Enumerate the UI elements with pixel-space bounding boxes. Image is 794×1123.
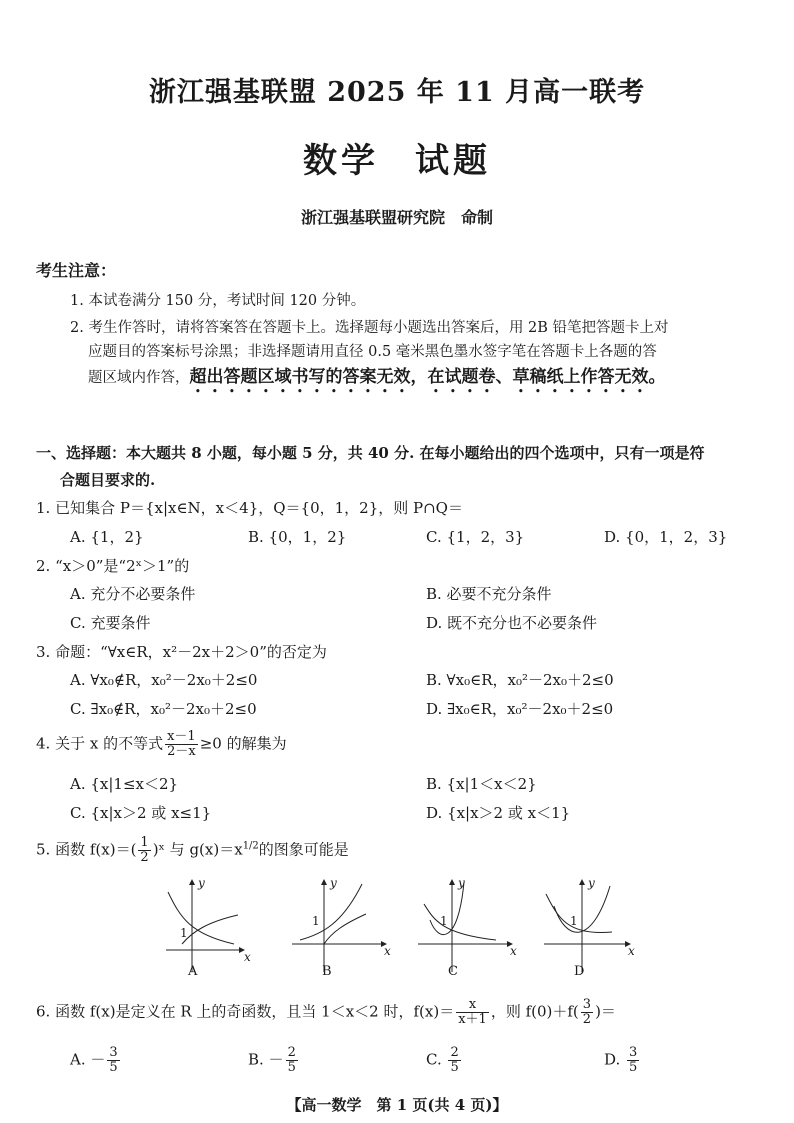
q2-option-c: C. 充要条件 [70,614,151,632]
q2-option-a: A. 充分不必要条件 [70,585,196,603]
paper-label: 试题 [415,141,491,181]
q6-stem-prefix: 6. 函数 f(x)是定义在 R 上的奇函数，且当 1＜x＜2 时，f(x)＝ [36,1002,455,1021]
question-5-stem [36,836,349,865]
q6-stem-middle: ，则 f(0)＋f( [490,1002,579,1021]
q6-d-fraction [627,1046,639,1075]
q1-option-c: C. {1，2，3} [426,528,525,546]
q6-b-fraction [286,1046,298,1075]
q6-function-numerator: x [456,998,489,1013]
q6-a-denominator: 5 [109,1060,118,1075]
q5-fraction [138,836,150,865]
q3-option-b: B. ∀x₀∈R，x₀²－2x₀＋2≤0 [426,671,614,689]
graph-b-x-label: x [384,944,391,958]
q4-option-c: C. {x|x＞2 或 x≤1} [70,804,212,822]
graph-c-caption: C [448,964,458,979]
graph-d-one-label: 1 [570,914,578,928]
q1-option-d: D. {0，1，2，3} [604,528,728,546]
page-footer: 【高一数学 第 1 页(共 4 页)】 [286,1096,508,1114]
q6-b-denominator: 5 [287,1060,296,1075]
q5-stem-prefix: 5. 函数 f(x)＝( [36,840,137,859]
organization [0,205,794,228]
graph-c-x-label: x [510,944,517,958]
question-6-stem [36,998,616,1027]
q5-exponent: 1/2 [242,840,259,852]
q6-option-a [70,1046,122,1075]
section-1-heading-cont: 合题目要求的. [60,471,156,489]
graph-c-one-label: 1 [440,914,448,928]
q6-d-prefix: D. [604,1050,626,1069]
q4-option-a: A. {x|1≤x＜2} [70,775,179,793]
notice-text: 题区域内作答， [88,370,190,386]
q6-option-d [604,1046,641,1075]
q1-option-b: B. {0，1，2} [248,528,347,546]
q6-stem-suffix: )＝ [595,1002,616,1021]
q6-d-denominator: 5 [629,1060,638,1075]
q5-stem-suffix: 的图象可能是 [258,840,349,859]
q4-fraction-denominator: 2－x [167,744,196,759]
q4-option-b: B. {x|1＜x＜2} [426,775,537,793]
question-1-stem: 1. 已知集合 P＝{x|x∈N，x＜4}，Q＝{0，1，2}，则 P∩Q＝ [36,499,463,517]
compiled-label: 命制 [461,208,494,227]
q4-option-d: D. {x|x＞2 或 x＜1} [426,804,571,822]
subject-label: 数学 [303,141,379,181]
q6-d-numerator: 3 [629,1045,638,1060]
q5-graph-labels [162,872,642,980]
q3-option-a: A. ∀x₀∉R，x₀²－2x₀＋2≤0 [70,671,258,689]
q5-fraction-denominator: 2 [140,850,149,865]
graph-a-one-label: 1 [180,926,188,940]
q5-stem-middle: )ˣ 与 g(x)＝x [152,840,243,859]
q6-a-prefix: A. － [70,1050,106,1069]
q4-stem-suffix: ≥0 的解集为 [199,734,287,753]
graph-b-one-label: 1 [312,914,320,928]
q4-stem-prefix: 4. 关于 x 的不等式 [36,734,164,753]
q6-c-prefix: C. [426,1050,447,1069]
graph-b-caption: B [322,964,332,979]
q3-option-d: D. ∃x₀∈R，x₀²－2x₀＋2≤0 [426,700,614,718]
q6-c-denominator: 5 [450,1060,459,1075]
q6-option-b [248,1046,300,1075]
notice-item-2-line-2: 应题目的答案标号涂黑；非选择题请用直径 0.5 毫米黑色墨水签字笔在答题卡上各题的答 [88,344,657,360]
q4-fraction-numerator: x－1 [167,729,196,744]
q6-argument-denominator: 2 [582,1012,592,1027]
org-name: 浙江强基联盟研究院 [300,208,445,227]
notice-heading: 考生注意： [36,261,117,280]
notice-emphasis: 超出答题区域书写的答案无效，在试题卷、草稿纸上作答无效。 [189,367,666,387]
notice-item-2-line-1: 2. 考生作答时，请将答案答在答题卡上。选择题每小题选出答案后，用 2B 铅笔把答题卡上对 [70,320,669,336]
q2-option-b: B. 必要不充分条件 [426,585,552,603]
graph-d-caption: D [574,964,585,979]
exam-title: 浙江强基联盟 2025 年 11 月高一联考 [148,77,646,108]
question-2-stem: 2. “x＞0”是“2ˣ＞1”的 [36,557,190,575]
graph-b-y-label: y [330,876,337,890]
question-4-stem [36,730,287,759]
section-1-heading: 一、选择题：本大题共 8 小题，每小题 5 分，共 40 分. 在每小题给出的四个选项中，只有一项是符 [36,444,705,462]
q6-function-fraction [456,998,489,1027]
graph-a-caption: A [188,964,198,979]
q6-c-fraction [448,1046,460,1075]
graph-d-y-label: y [588,876,595,890]
notice-item-1: 1. 本试卷满分 150 分，考试时间 120 分钟。 [70,293,366,309]
q6-c-numerator: 2 [450,1045,459,1060]
q5-fraction-numerator: 1 [140,835,149,850]
q6-argument-fraction [581,998,593,1027]
q1-option-a: A. {1，2} [70,528,144,546]
graph-a-y-label: y [198,876,205,890]
exam-subtitle [0,133,794,182]
q6-argument-numerator: 3 [582,997,592,1012]
q6-option-c [426,1046,463,1075]
q6-a-numerator: 3 [109,1045,118,1060]
graph-c-y-label: y [458,876,465,890]
q6-function-denominator: x＋1 [458,1012,487,1027]
graph-d-x-label: x [628,944,635,958]
graph-a-x-label: x [244,950,251,964]
q6-b-prefix: B. － [248,1050,284,1069]
q4-fraction [165,730,198,759]
notice-item-2-line-3 [88,362,666,397]
q3-option-c: C. ∃x₀∉R，x₀²－2x₀＋2≤0 [70,700,257,718]
question-3-stem: 3. 命题：“∀x∈R，x²－2x＋2＞0”的否定为 [36,643,327,661]
q6-b-numerator: 2 [287,1045,296,1060]
q6-a-fraction [107,1046,119,1075]
q2-option-d: D. 既不充分也不必要条件 [426,614,598,632]
